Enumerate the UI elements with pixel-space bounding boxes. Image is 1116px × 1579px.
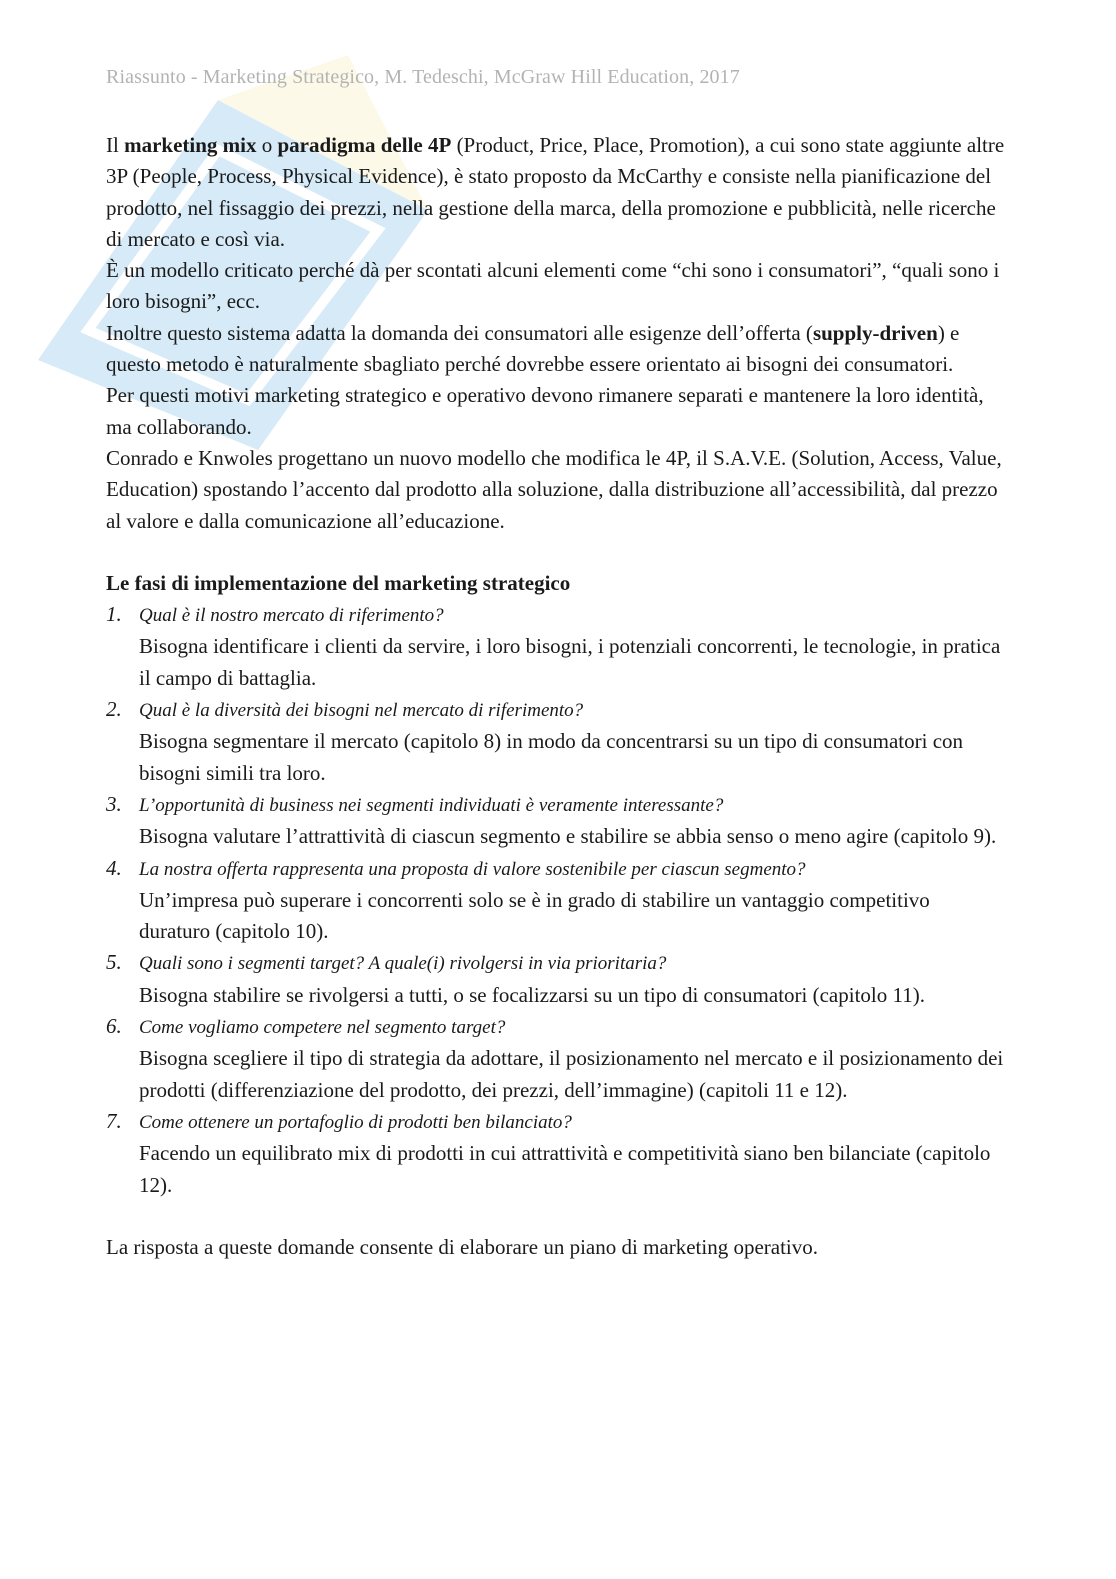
item-question: L’opportunità di business nei segmenti individuati è veramente interessante? <box>139 794 724 816</box>
item-question: La nostra offerta rappresenta una proposta di valore sostenibile per ciascun segmento? <box>139 858 806 880</box>
paragraph-separation: Per questi motivi marketing strategico e operativo devono rimanere separati e mantenere la loro identità, ma collaborando. <box>106 383 984 439</box>
phases-list <box>106 599 1006 1201</box>
closing-paragraph: La risposta a queste domande consente di elaborare un piano di marketing operativo. <box>106 1234 819 1259</box>
text-run: Inoltre questo sistema adatta la domanda dei consumatori alle esigenze dell’offerta ( <box>106 320 813 345</box>
list-item <box>106 947 1006 1011</box>
item-answer: Bisogna identificare i clienti da servire, i loro bisogni, i potenziali concorrenti, le tecnologie, in pratica il campo di battaglia. <box>139 634 1001 690</box>
item-answer: Bisogna scegliere il tipo di strategia da adottare, il posizionamento nel mercato e il posizionamento dei prodotti (differenziazione del prodotto, dei prezzi, dell’immagine) (capitoli 11 e 12). <box>139 1046 1004 1102</box>
list-item <box>106 853 1006 948</box>
item-answer: Un’impresa può superare i concorrenti solo se è in grado di stabilire un vantaggio competitivo duraturo (capitolo 10). <box>139 887 930 944</box>
item-number: 7. <box>106 1108 122 1133</box>
list-item <box>106 1011 1006 1106</box>
item-answer: Bisogna stabilire se rivolgersi a tutti, o se focalizzarsi su un tipo di consumatori (capitolo 11). <box>139 982 925 1007</box>
paragraph-save-model: Conrado e Knwoles progettano un nuovo modello che modifica le 4P, il S.A.V.E. (Solution, Access, Value, Education) spostando l’accento dal prodotto alla soluzione, dalla distribuzione all’accessibilità, dal prezzo al valore e dalla comunicazione all’educazione. <box>106 445 1002 533</box>
item-number: 2. <box>106 697 122 722</box>
text-run: o <box>256 133 278 157</box>
list-item <box>106 599 1006 694</box>
list-item <box>106 1106 1006 1201</box>
paragraph-criticism: È un modello criticato perché dà per scontati alcuni elementi come “chi sono i consumatori”, “quali sono i loro bisogni”, ecc. <box>106 258 1000 314</box>
item-number: 1. <box>106 602 122 627</box>
item-question: Come vogliamo competere nel segmento target? <box>139 1017 506 1039</box>
item-question: Qual è la diversità dei bisogni nel mercato di riferimento? <box>139 700 584 722</box>
item-number: 5. <box>106 950 122 975</box>
bold-term: supply-driven <box>812 320 938 345</box>
item-question: Qual è il nostro mercato di riferimento? <box>139 605 444 627</box>
bold-term: marketing mix <box>124 133 257 157</box>
item-question: Quali sono i segmenti target? A quale(i) rivolgersi in via prioritaria? <box>139 953 667 975</box>
document-body <box>106 130 1006 1263</box>
item-answer: Bisogna segmentare il mercato (capitolo 8) in modo da concentrarsi su un tipo di consumatori con bisogni simili tra loro. <box>139 729 964 785</box>
section-heading: Le fasi di implementazione del marketing strategico <box>106 570 571 595</box>
item-question: Come ottenere un portafoglio di prodotti ben bilanciato? <box>139 1111 572 1133</box>
item-number: 6. <box>106 1014 122 1039</box>
item-answer: Bisogna valutare l’attrattività di ciascun segmento e stabilire se abbia senso o meno agire (capitolo 9). <box>139 824 997 849</box>
item-number: 4. <box>106 855 122 880</box>
item-answer: Facendo un equilibrato mix di prodotti in cui attrattività e competitività siano ben bilanciate (capitolo 12). <box>139 1141 991 1197</box>
bold-term: paradigma delle 4P <box>277 133 452 157</box>
list-item <box>106 694 1006 789</box>
page-header: Riassunto - Marketing Strategico, M. Tedeschi, McGraw Hill Education, 2017 <box>106 66 740 88</box>
item-number: 3. <box>106 791 122 816</box>
paragraph-marketing-mix <box>106 130 1006 255</box>
text-run: (Product, Price, Place, Promotion), a cui sono state aggiunte altre 3P (People, Process, Physical Evidence), è stato proposto da McCarthy e consiste nella pianificazione del prodotto, nel fissaggio dei prezzi, nella gestione della marca, della promozione e pubblicità, nelle ricerche di mercato e così via. <box>106 133 1005 251</box>
text-run: ) e questo metodo è naturalmente sbagliato perché dovrebbe essere orientato ai bisogni dei consumatori. <box>106 320 960 377</box>
text-run: Il <box>106 133 125 157</box>
paragraph-supply-driven <box>106 318 1006 381</box>
list-item <box>106 789 1006 853</box>
